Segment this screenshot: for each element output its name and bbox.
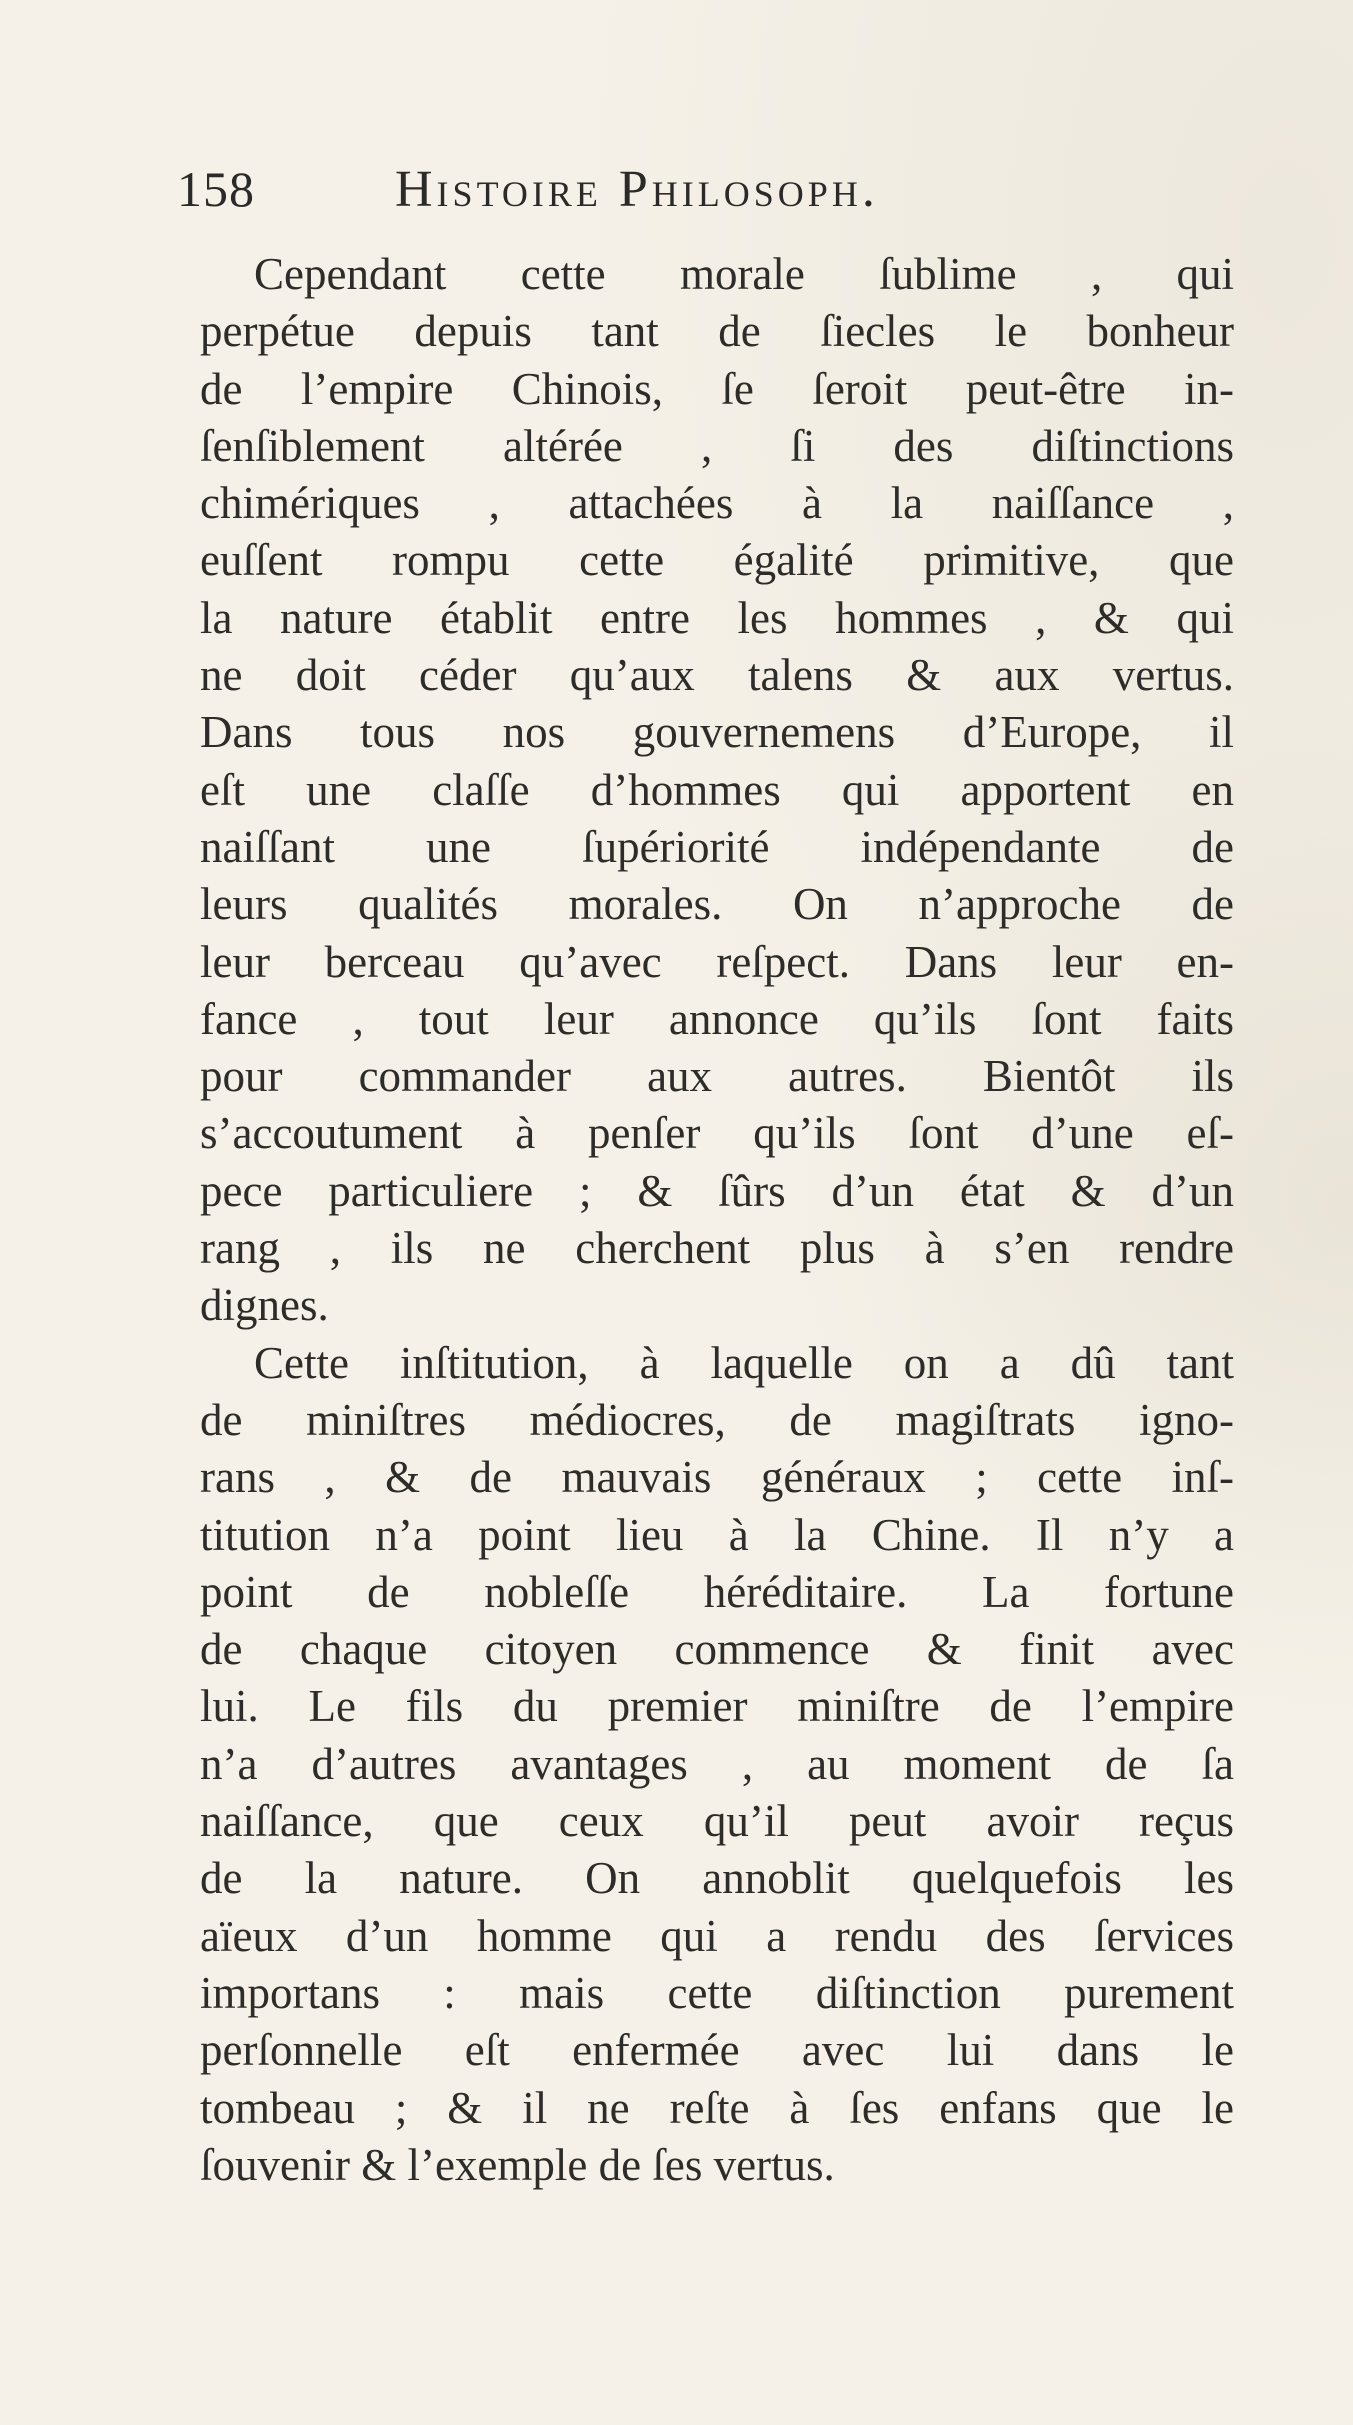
text-line: Dans tous nos gouvernemens d’Europe, il: [200, 707, 1234, 758]
text-line: ne doit céder qu’aux talens & aux vertus.: [200, 650, 1234, 701]
text-line: s’accoutument à penſer qu’ils ſont d’une eſ-: [200, 1108, 1234, 1159]
text-line: ſenſiblement altérée , ſi des diſtinctions: [200, 420, 1234, 471]
page-number: 158: [177, 161, 255, 217]
text-line: naiſſance, que ceux qu’il peut avoir reçus: [200, 1796, 1234, 1847]
text-line: de miniſtres médiocres, de magiſtrats igno-: [200, 1394, 1234, 1445]
text-line: eſt une claſſe d’hommes qui apportent en: [200, 764, 1234, 815]
text-line: point de nobleſſe héréditaire. La fortune: [200, 1566, 1234, 1617]
text-line: Cette inſtitution, à laquelle on a dû tant: [254, 1337, 1234, 1388]
text-line: naiſſant une ſupériorité indépendante de: [200, 821, 1234, 872]
text-line: tombeau ; & il ne reſte à ſes enfans que le: [200, 2082, 1234, 2133]
text-line: dignes.: [200, 1280, 329, 1331]
text-line: de chaque citoyen commence & finit avec: [200, 1624, 1234, 1675]
paragraph-2: [200, 1335, 1234, 2194]
text-line: leurs qualités morales. On n’approche de: [200, 879, 1234, 930]
text-line: de la nature. On annoblit quelquefois les: [200, 1853, 1234, 1904]
text-line: ſouvenir & l’exemple de ſes vertus.: [200, 2139, 835, 2190]
text-line: lui. Le fils du premier miniſtre de l’empire: [200, 1681, 1234, 1732]
text-line: la nature établit entre les hommes , & qui: [200, 592, 1234, 643]
text-line: euſſent rompu cette égalité primitive, que: [200, 535, 1234, 586]
page-header: [177, 150, 1237, 230]
text-line: leur berceau qu’avec reſpect. Dans leur en-: [200, 936, 1234, 987]
text-line: de l’empire Chinois, ſe ſeroit peut-être in-: [200, 363, 1234, 414]
text-line: importans : mais cette diſtinction purement: [200, 1967, 1234, 2018]
text-line: rang , ils ne cherchent plus à s’en rendre: [200, 1223, 1234, 1274]
text-line: perpétue depuis tant de ſiecles le bonheur: [200, 306, 1234, 357]
text-line: rans , & de mauvais généraux ; cette inſ-: [200, 1452, 1234, 1503]
text-line: n’a d’autres avantages , au moment de ſa: [200, 1738, 1234, 1789]
paragraph-1: [200, 246, 1234, 1335]
text-line: aïeux d’un homme qui a rendu des ſervices: [200, 1910, 1234, 1961]
text-line: Cependant cette morale ſublime , qui: [254, 249, 1234, 299]
text-line: fance , tout leur annonce qu’ils ſont faits: [200, 993, 1234, 1044]
running-head: Histoire Philosoph.: [395, 161, 879, 218]
body-text: [200, 246, 1234, 2194]
text-line: titution n’a point lieu à la Chine. Il n’y a: [200, 1509, 1234, 1560]
text-line: pece particuliere ; & ſûrs d’un état & d’un: [200, 1165, 1234, 1216]
text-line: chimériques , attachées à la naiſſance ,: [200, 478, 1234, 529]
text-line: pour commander aux autres. Bientôt ils: [200, 1051, 1234, 1102]
text-line: perſonnelle eſt enfermée avec lui dans le: [200, 2025, 1234, 2076]
